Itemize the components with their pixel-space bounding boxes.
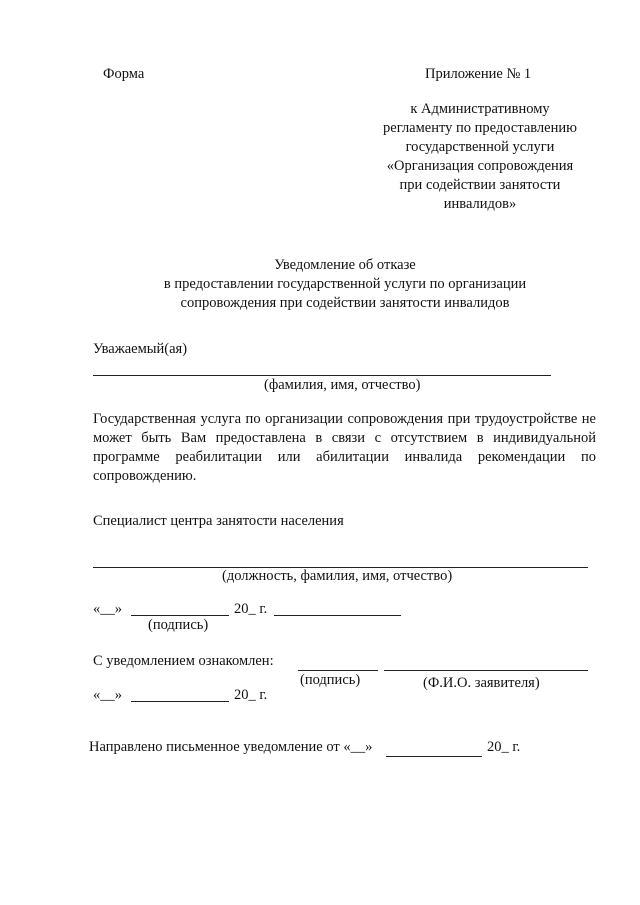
specialist-signature-caption: (подпись) [148,617,209,633]
title-line: сопровождения при содействии занятости инвалидов [180,295,510,311]
acknowledge-label: С уведомлением ознакомлен: [93,653,274,669]
specialist-date-month-field[interactable] [131,615,229,616]
acknowledge-date-month-field[interactable] [131,701,229,702]
appendix-number: Приложение № 1 [425,66,532,82]
appendix-line: регламенту по предоставлению [383,120,577,136]
recipient-name-field[interactable] [93,375,551,376]
appendix-line: государственной услуги [405,139,555,155]
specialist-date-year: 20_ г. [234,601,268,617]
sent-date-year: 20_ г. [487,739,521,755]
appendix-line: «Организация сопровождения [386,158,574,174]
form-label: Форма [103,66,145,82]
specialist-signature-field[interactable] [274,615,401,616]
applicant-name-caption: (Ф.И.О. заявителя) [423,675,540,691]
document-title [100,256,590,313]
acknowledge-date-day: «__» [93,687,122,703]
greeting-label: Уважаемый(ая) [93,341,188,357]
title-line: Уведомление об отказе [274,257,416,273]
acknowledge-date-year: 20_ г. [234,687,268,703]
specialist-details-caption: (должность, фамилия, имя, отчество) [222,568,453,584]
appendix-reference [360,100,600,214]
recipient-name-caption: (фамилия, имя, отчество) [264,377,421,393]
sent-date-month-field[interactable] [386,756,482,757]
appendix-line: при содействии занятости [399,177,561,193]
applicant-signature-caption: (подпись) [300,672,361,688]
appendix-line: к Административному [410,101,550,117]
applicant-signature-field[interactable] [298,670,378,671]
sent-notice-label: Направлено письменное уведомление от «__» [89,739,373,755]
title-line: в предоставлении государственной услуги по организации [163,276,527,292]
refusal-reason-text: Государственная услуга по организации сопровождения при трудоустройстве не может быть Вам предоставлена в связи с отсутствием в индивидуальной программе реабилитации или абилитации инвалида рекомендации по сопровождению. [93,411,596,484]
specialist-date-day: «__» [93,601,122,617]
specialist-label: Специалист центра занятости населения [93,513,344,529]
appendix-line: инвалидов» [443,196,517,212]
applicant-name-field[interactable] [384,670,588,671]
